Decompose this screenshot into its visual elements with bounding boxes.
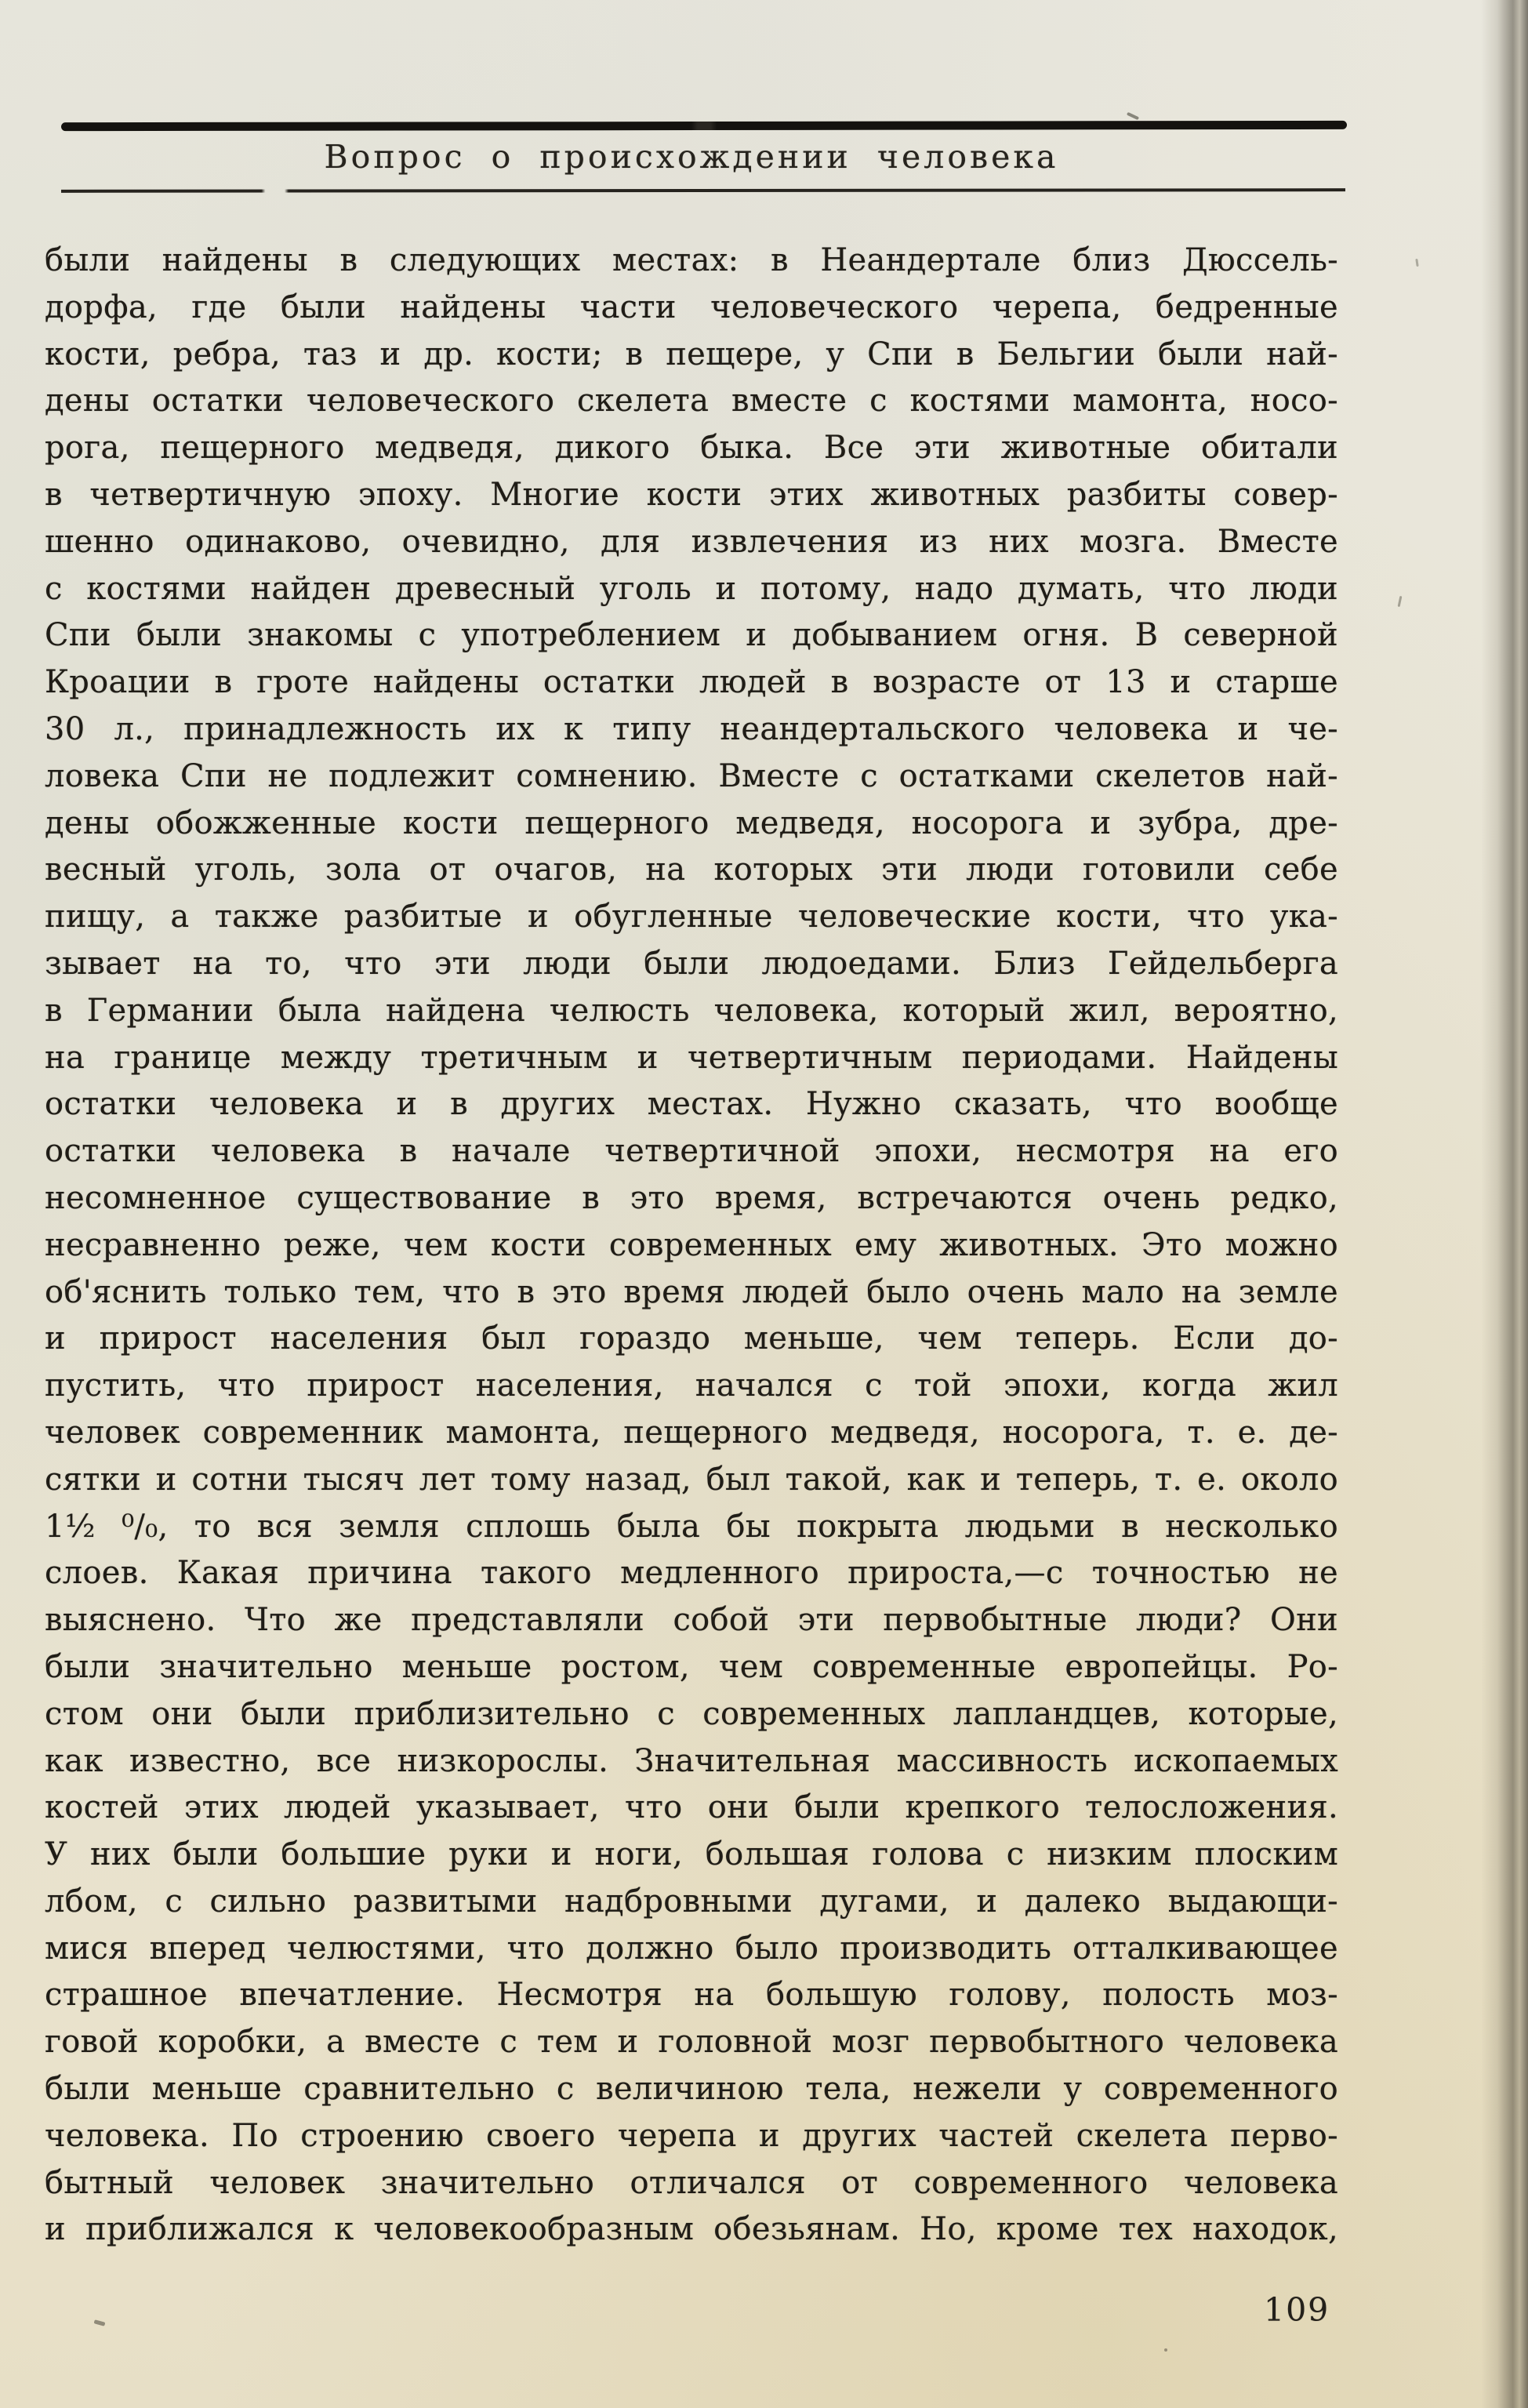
text-line: человека. По строению своего черепа и других частей скелета перво-	[45, 2117, 1338, 2154]
text-line: У них были большие руки и ноги, большая голова с низким плоским	[45, 1836, 1338, 1873]
body-text-block	[45, 238, 1338, 2254]
text-line: дены остатки человеческого скелета вместе с костями мамонта, носо-	[45, 383, 1338, 419]
text-line: Кроации в гроте найдены остатки людей в возрасте от 13 и старше	[45, 664, 1338, 701]
text-line: выяснено. Что же представляли собой эти первобытные люди? Они	[45, 1602, 1338, 1639]
text-line: мися вперед челюстями, что должно было производить отталкивающее	[45, 1930, 1338, 1967]
text-line: 30 л., принадлежность их к типу неандертальского человека и че-	[45, 710, 1338, 747]
page-number: 109	[1264, 2291, 1330, 2329]
text-line: кости, ребра, таз и др. кости; в пещере, у Спи в Бельгии были най-	[45, 336, 1338, 372]
text-line: рога, пещерного медведя, дикого быка. Все эти животные обитали	[45, 430, 1338, 467]
text-line: лбом, с сильно развитыми надбровными дугами, и далеко выдающи-	[45, 1883, 1338, 1919]
text-line: стом они были приблизительно с современных лапландцев, которые,	[45, 1695, 1338, 1732]
text-line: несравненно реже, чем кости современных ему животных. Это можно	[45, 1226, 1338, 1263]
scan-artifact	[94, 2319, 106, 2326]
scan-artifact	[1127, 112, 1139, 120]
text-line: в четвертичную эпоху. Многие кости этих животных разбиты совер-	[45, 476, 1338, 513]
text-line: шенно одинаково, очевидно, для извлечения из них мозга. Вместе	[45, 523, 1338, 560]
text-line: об'яснить только тем, что в это время людей было очень мало на земле	[45, 1273, 1338, 1310]
text-line: в Германии была найдена челюсть человека, который жил, вероятно,	[45, 992, 1338, 1029]
text-line: были найдены в следующих местах: в Неандертале близ Дюссель-	[45, 242, 1338, 278]
text-line: были меньше сравнительно с величиною тела, нежели у современного	[45, 2071, 1338, 2108]
text-line: пустить, что прирост населения, начался с той эпохи, когда жил	[45, 1367, 1338, 1404]
header-rule-top	[61, 121, 1347, 131]
text-line: говой коробки, а вместе с тем и головной мозг первобытного человека	[45, 2024, 1338, 2061]
text-line: весный уголь, зола от очагов, на которых эти люди готовили себе	[45, 852, 1338, 888]
text-line: зывает на то, что эти люди были людоедами. Близ Гейдельберга	[45, 945, 1338, 982]
header-rule-bottom	[61, 188, 1345, 193]
text-line: как известно, все низкорослы. Значительная массивность ископаемых	[45, 1742, 1338, 1779]
text-line: несомненное существование в это время, встречаются очень редко,	[45, 1179, 1338, 1216]
scan-artifact	[1415, 259, 1418, 267]
page-edge-shadow	[1481, 0, 1528, 2408]
text-line: на границе между третичным и четвертичным периодами. Найдены	[45, 1039, 1338, 1076]
text-line: пищу, а также разбитые и обугленные человеческие кости, что ука-	[45, 899, 1338, 935]
text-line: Спи были знакомы с употреблением и добыванием огня. В северной	[45, 617, 1338, 654]
scan-artifact	[1164, 2348, 1167, 2352]
text-line: бытный человек значительно отличался от современного человека	[45, 2164, 1338, 2201]
text-line: дорфа, где были найдены части человеческого черепа, бедренные	[45, 289, 1338, 325]
text-line: ловека Спи не подлежит сомнению. Вместе с остатками скелетов най-	[45, 757, 1338, 794]
text-line: страшное впечатление. Несмотря на большую голову, полость моз-	[45, 1977, 1338, 2014]
scan-artifact	[1398, 596, 1403, 607]
running-head-title: Вопрос о происхождении человека	[324, 138, 1059, 176]
text-line: и приближался к человекообразным обезьянам. Но, кроме тех находок,	[45, 2211, 1338, 2248]
text-line: остатки человека в начале четвертичной эпохи, несмотря на его	[45, 1133, 1338, 1170]
text-line: с костями найден древесный уголь и потому, надо думать, что люди	[45, 570, 1338, 607]
text-line: сятки и сотни тысяч лет тому назад, был такой, как и теперь, т. е. около	[45, 1461, 1338, 1498]
text-line: остатки человека и в других местах. Нужно сказать, что вообще	[45, 1086, 1338, 1123]
text-line: дены обожженные кости пещерного медведя, носорога и зубра, дре-	[45, 804, 1338, 841]
text-line: и прирост населения был гораздо меньше, чем теперь. Если до-	[45, 1320, 1338, 1357]
text-line: человек современник мамонта, пещерного медведя, носорога, т. е. де-	[45, 1414, 1338, 1451]
text-line: слоев. Какая причина такого медленного прироста,—с точностью не	[45, 1555, 1338, 1592]
text-line: костей этих людей указывает, что они были крепкого телосложения.	[45, 1789, 1338, 1826]
text-line: были значительно меньше ростом, чем современные европейцы. Ро-	[45, 1648, 1338, 1685]
text-line: 1½ ⁰/₀, то вся земля сплошь была бы покрыта людьми в несколько	[45, 1508, 1338, 1545]
